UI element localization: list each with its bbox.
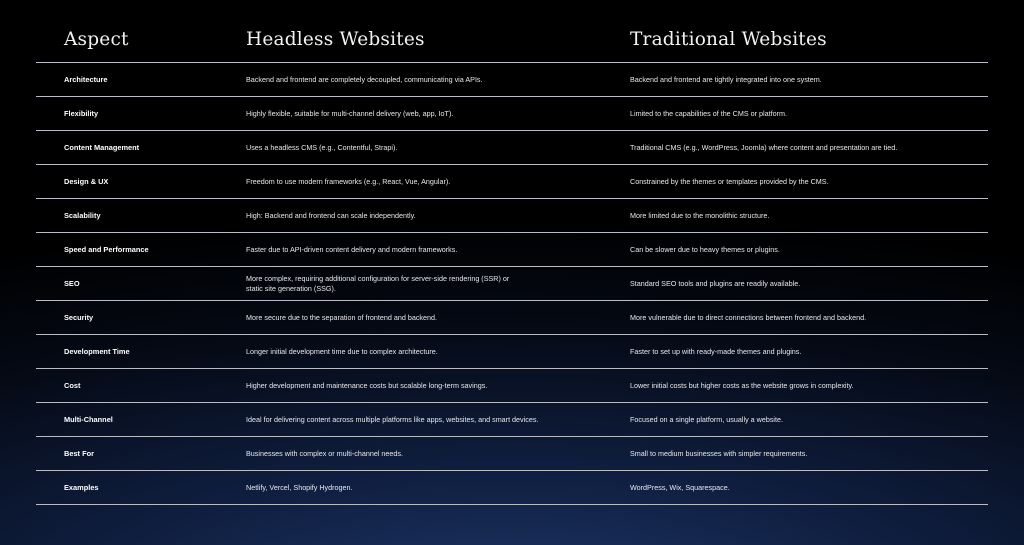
aspect-cell: Examples bbox=[64, 482, 99, 492]
header-traditional-websites: Traditional Websites bbox=[630, 29, 827, 50]
table-row bbox=[36, 471, 988, 505]
traditional-cell: Traditional CMS (e.g., WordPress, Joomla) where content and presentation are tied. bbox=[630, 142, 898, 152]
traditional-cell: More vulnerable due to direct connections between frontend and backend. bbox=[630, 312, 867, 322]
table-row bbox=[36, 131, 988, 165]
table-row bbox=[36, 63, 988, 97]
traditional-cell: Constrained by the themes or templates provided by the CMS. bbox=[630, 176, 829, 186]
aspect-cell: Development Time bbox=[64, 346, 130, 356]
table-row bbox=[36, 335, 988, 369]
traditional-cell: WordPress, Wix, Squarespace. bbox=[630, 482, 730, 492]
traditional-cell: Standard SEO tools and plugins are readily available. bbox=[630, 278, 801, 288]
traditional-cell: Focused on a single platform, usually a website. bbox=[630, 414, 784, 424]
headless-cell: Ideal for delivering content across multiple platforms like apps, websites, and smart devices. bbox=[246, 414, 539, 424]
aspect-cell: Scalability bbox=[64, 210, 101, 220]
headless-cell: Uses a headless CMS (e.g., Contentful, Strapi). bbox=[246, 142, 398, 152]
table-row bbox=[36, 301, 988, 335]
aspect-cell: Design & UX bbox=[64, 176, 109, 186]
table-row bbox=[36, 267, 988, 301]
aspect-cell: Flexibility bbox=[64, 108, 99, 118]
headless-cell: High: Backend and frontend can scale independently. bbox=[246, 210, 416, 220]
table-row bbox=[36, 97, 988, 131]
aspect-cell: Architecture bbox=[64, 74, 108, 84]
aspect-cell: SEO bbox=[64, 278, 80, 288]
aspect-cell: Multi-Channel bbox=[64, 414, 113, 424]
aspect-cell: Content Management bbox=[64, 142, 140, 152]
headless-cell: Longer initial development time due to complex architecture. bbox=[246, 346, 438, 356]
table-row bbox=[36, 165, 988, 199]
traditional-cell: More limited due to the monolithic structure. bbox=[630, 210, 770, 220]
traditional-cell: Lower initial costs but higher costs as the website grows in complexity. bbox=[630, 380, 854, 390]
table-row bbox=[36, 233, 988, 267]
header-aspect: Aspect bbox=[64, 29, 129, 50]
aspect-cell: Cost bbox=[64, 380, 81, 390]
traditional-cell: Can be slower due to heavy themes or plugins. bbox=[630, 244, 780, 254]
headless-cell: Freedom to use modern frameworks (e.g., React, Vue, Angular). bbox=[246, 176, 451, 186]
table-row bbox=[36, 369, 988, 403]
traditional-cell: Backend and frontend are tightly integrated into one system. bbox=[630, 74, 822, 84]
headless-cell: Netlify, Vercel, Shopify Hydrogen. bbox=[246, 482, 353, 492]
aspect-cell: Speed and Performance bbox=[64, 244, 149, 254]
headless-cell: Backend and frontend are completely decoupled, communicating via APIs. bbox=[246, 74, 483, 84]
traditional-cell: Faster to set up with ready-made themes and plugins. bbox=[630, 346, 802, 356]
comparison-table bbox=[36, 0, 988, 505]
table-row bbox=[36, 199, 988, 233]
headless-cell: More secure due to the separation of frontend and backend. bbox=[246, 312, 437, 322]
header-headless-websites: Headless Websites bbox=[246, 29, 425, 50]
headless-cell: Higher development and maintenance costs but scalable long-term savings. bbox=[246, 380, 488, 390]
traditional-cell: Limited to the capabilities of the CMS or platform. bbox=[630, 108, 787, 118]
aspect-cell: Best For bbox=[64, 448, 94, 458]
headless-cell: More complex, requiring additional configuration for server-side rendering (SSR) or static site generation (SSG). bbox=[246, 273, 510, 293]
headless-cell: Highly flexible, suitable for multi-channel delivery (web, app, IoT). bbox=[246, 108, 454, 118]
table-header bbox=[36, 0, 988, 63]
traditional-cell: Small to medium businesses with simpler requirements. bbox=[630, 448, 808, 458]
aspect-cell: Security bbox=[64, 312, 94, 322]
table-row bbox=[36, 437, 988, 471]
headless-cell: Faster due to API-driven content delivery and modern frameworks. bbox=[246, 244, 458, 254]
headless-cell: Businesses with complex or multi-channel needs. bbox=[246, 448, 404, 458]
table-row bbox=[36, 403, 988, 437]
